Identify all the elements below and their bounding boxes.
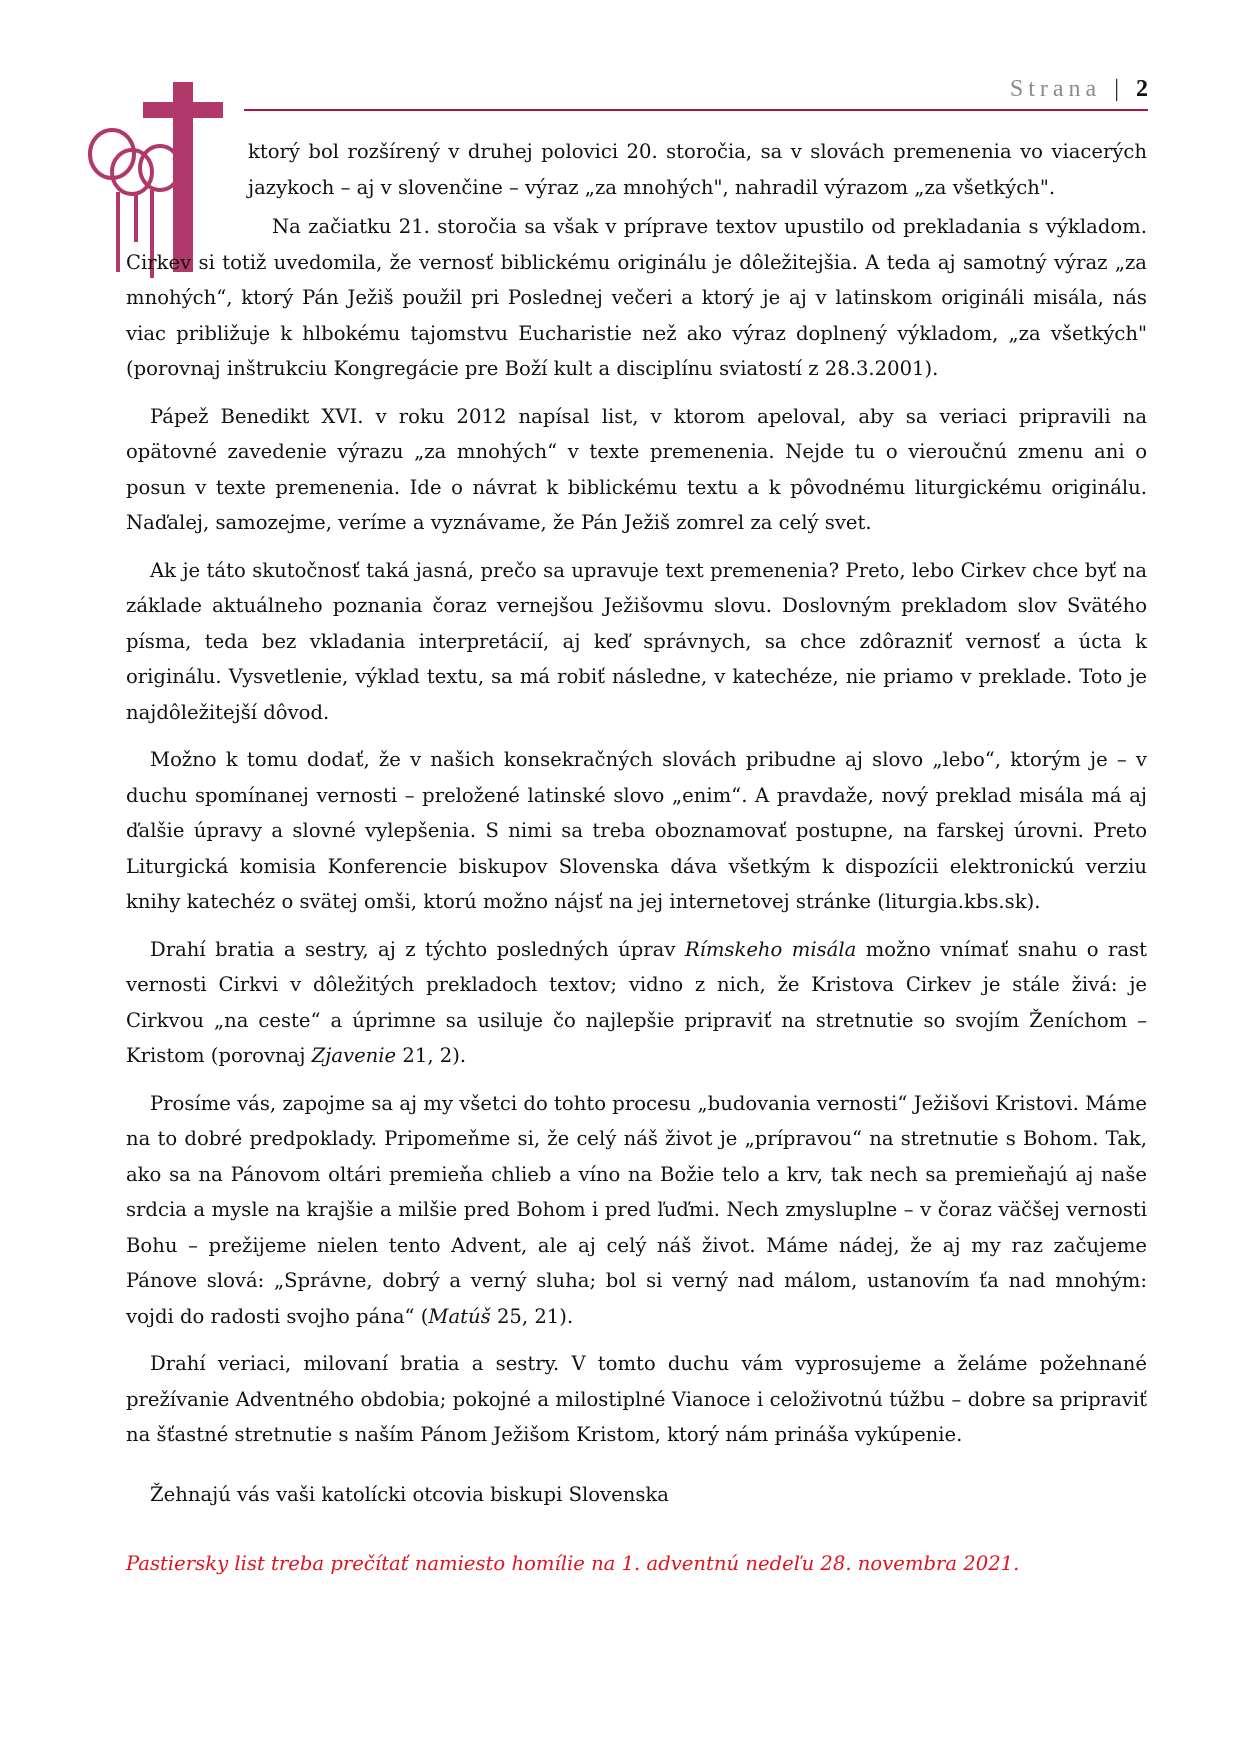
paragraph-4: Ak je táto skutočnosť taká jasná, prečo sa upravuje text premenenia? Preto, lebo Cirkev chce byť na základe aktuálneho poznania čoraz vernejšou Ježišovmu slovu. Doslovným prekladom slov Svätého písma, teda bez vkladania interpretácií, aj keď správnych, sa chce zdôrazniť vernosť a úcta k originálu. Vysvetlenie, výklad textu, sa má robiť následne, v katechéze, nie priamo v preklade. Toto je najdôležitejší dôvod. bbox=[126, 558, 1147, 724]
reading-instruction-note: Pastiersky list treba prečítať namiesto homílie na 1. adventnú nedeľu 28. novembra 2021. bbox=[126, 1552, 1020, 1575]
paragraph-6-text-c: možno vnímať snahu o rast vernosti Cirkvi v dôležitých prekladoch textov; vidno z nich, že Kristova Cirkev je stále živá: je Cirkvou „na ceste“ a úprimne sa usiluje čo najlepšie pripraviť na stretnutie so svojím Ženíchom – Kristom (porovnaj bbox=[126, 937, 1147, 1067]
page-label: Strana bbox=[1009, 76, 1102, 102]
paragraph-6 bbox=[126, 932, 1147, 1074]
page-header bbox=[1010, 76, 1148, 103]
paragraph-6-text-e: 21, 2). bbox=[396, 1044, 467, 1067]
paragraph-2: Na začiatku 21. storočia sa však v príprave textov upustilo od prekladania s výkladom. Cirkev si totiž uvedomila, že vernosť biblickému originálu je dôležitejšia. A teda aj samotný výraz „za mnohých“, ktorý Pán Ježiš použil pri Poslednej večeri a ktorý je aj v latinskom origináli misála, nás viac približuje k hlbokému tajomstvu Eucharistie než ako výraz doplnený výkladom, „za všetkých" (porovnaj inštrukciu Kongregácie pre Boží kult a disciplínu sviatostí z 28.3.2001). bbox=[126, 215, 1147, 380]
paragraph-6-text-a: Drahí bratia a sestry, aj z týchto posledných úprav bbox=[150, 937, 685, 961]
paragraph-7-text-c: 25, 21). bbox=[490, 1304, 574, 1328]
closing-blessing: Žehnajú vás vaši katolícki otcovia biskupi Slovenska bbox=[150, 1482, 669, 1506]
letter-body bbox=[126, 134, 1147, 1594]
paragraph-5: Možno k tomu dodať, že v našich konsekračných slovách pribudne aj slovo „lebo“, ktorým je – v duchu spomínanej vernosti – preložené latinské slovo „enim“. A pravdaže, nový preklad misála má aj ďalšie úpravy a slovné vylepšenia. S nimi sa treba oboznamovať postupne, na farskej úrovni. Preto Liturgická komisia Konferencie biskupov Slovenska dáva všetkým k dispozícii elektronickú verziu knihy katechéz o svätej omši, ktorú možno nájsť na jej internetovej stránke (liturgia.kbs.sk). bbox=[126, 748, 1147, 913]
book-reference-zjavenie: Zjavenie bbox=[311, 1044, 397, 1067]
page-number: 2 bbox=[1136, 76, 1148, 102]
paragraph-7-text-a: Prosíme vás, zapojme sa aj my všetci do tohto procesu „budovania vernosti“ Ježišovi Kristovi. Máme na to dobré predpoklady. Pripomeňme si, že celý náš život je „prípravou“ na stretnutie s Bohom. Tak, ako sa na Pánovom oltári premieňa chlieb a víno na Božie telo a krv, tak nech sa premieňajú aj naše srdcia a mysle na krajšie a milšie pred Bohom i pred ľuďmi. Nech zmysluplne – v čoraz väčšej vernosti Bohu – prežijeme nielen tento Advent, ale aj celý náš život. Máme nádej, že aj my raz začujeme Pánove slová: „Správne, dobrý a verný sluha; bol si verný nad málom, ustanovím ťa nad mnohým: vojdi do radosti svojho pána“ ( bbox=[126, 1091, 1147, 1328]
paragraph-7 bbox=[126, 1086, 1147, 1335]
header-rule bbox=[244, 109, 1148, 111]
paragraph-1: ktorý bol rozšírený v druhej polovici 20. storočia, sa v slovách premenenia vo viacerých jazykoch – aj v slovenčine – výraz „za mnohých", nahradil výrazom „za všetkých". bbox=[248, 140, 1147, 199]
paragraph-3: Pápež Benedikt XVI. v roku 2012 napísal list, v ktorom apeloval, aby sa veriaci pripravili na opätovné zavedenie výrazu „za mnohých“ v texte premenenia. Nejde tu o vieroučnú zmenu ani o posun v texte premenenia. Ide o návrat k biblickému textu a k pôvodnému liturgickému originálu. Naďalej, samozejme, veríme a vyznávame, že Pán Ježiš zomrel za celý svet. bbox=[126, 404, 1147, 534]
missal-title: Rímskeho misála bbox=[684, 937, 857, 961]
header-separator: | bbox=[1114, 76, 1119, 102]
paragraph-8: Drahí veriaci, milovaní bratia a sestry. V tomto duchu vám vyprosujeme a želáme požehnané prežívanie Adventného obdobia; pokojné a milostiplné Vianoce i celoživotnú túžbu – dobre sa pripraviť na šťastné stretnutie s naším Pánom Ježišom Kristom, ktorý nám prináša vykúpenie. bbox=[126, 1352, 1147, 1446]
book-reference-matus: Matúš bbox=[428, 1304, 491, 1328]
